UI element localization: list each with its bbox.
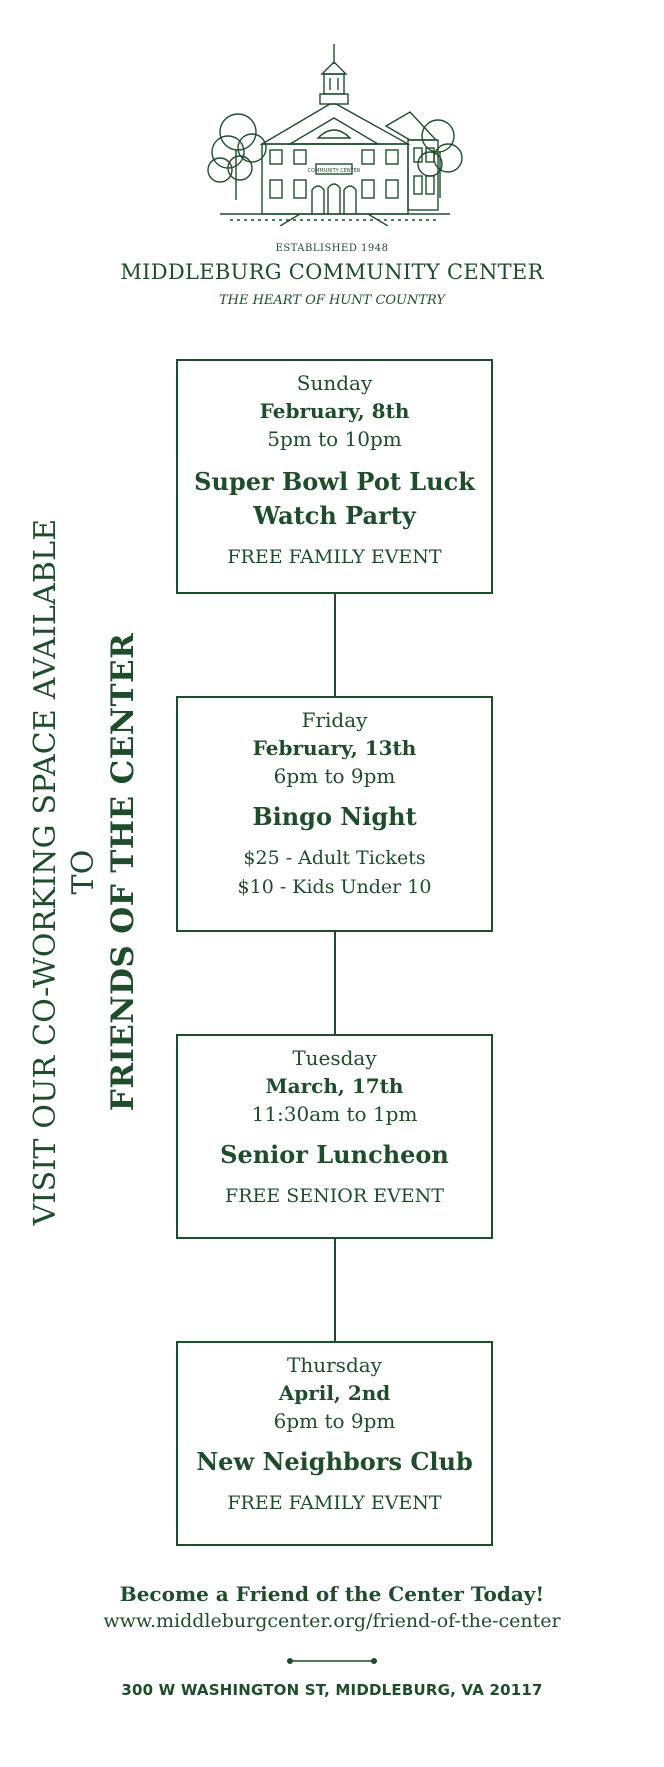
cupola-illustration [320,44,348,104]
event-card-bingo-night [176,696,493,932]
event-card-senior-luncheon [176,1034,493,1239]
event-date: April, 2nd [278,1381,391,1405]
event-note: FREE SENIOR EVENT [225,1185,444,1207]
logo-sign-text: COMMUNITY CENTER [307,168,361,174]
event-time: 6pm to 9pm [273,764,396,788]
event-date: February, 13th [252,736,417,760]
friend-cta-heading: Become a Friend of the Center Today! [119,1582,545,1606]
ornamental-divider [286,1656,378,1666]
event-title: Senior Luncheon [220,1140,449,1169]
event-day: Thursday [287,1353,382,1377]
timeline-connector [334,1238,336,1342]
timeline-connector [334,931,336,1035]
event-title: Bingo Night [252,802,417,831]
tagline: THE HEART OF HUNT COUNTRY [218,293,446,308]
established-label: ESTABLISHED 1948 [275,243,389,254]
community-center-building-logo [200,40,470,226]
timeline-connector [334,593,336,697]
event-note-kids: $10 - Kids Under 10 [237,876,432,898]
side-banner-line2: FRIENDS OF THE CENTER [105,632,141,1112]
side-banner-line1: VISIT OUR CO-WORKING SPACE AVAILABLE TO [28,518,101,1226]
event-day: Friday [301,708,368,732]
event-day: Tuesday [292,1046,377,1070]
event-date: February, 8th [259,399,410,423]
event-note-adult: $25 - Adult Tickets [243,847,426,869]
street-address: 300 W WASHINGTON ST, MIDDLEBURG, VA 20117 [121,1681,543,1699]
event-time: 6pm to 9pm [273,1409,396,1433]
event-note: FREE FAMILY EVENT [227,546,442,568]
event-date: March, 17th [265,1074,404,1098]
event-time: 5pm to 10pm [267,427,402,451]
event-title-line2: Watch Party [253,501,416,530]
event-time: 11:30am to 1pm [251,1102,418,1126]
organization-name: MIDDLEBURG COMMUNITY CENTER [120,260,544,284]
right-tree-illustration [418,120,462,198]
event-title-line1: Super Bowl Pot Luck [194,467,475,496]
friend-url-link[interactable]: www.middleburgcenter.org/friend-of-the-center [103,1610,561,1632]
event-day: Sunday [296,371,373,395]
event-note: FREE FAMILY EVENT [227,1492,442,1514]
event-card-super-bowl [176,359,493,594]
left-tree-illustration [208,114,266,200]
event-card-new-neighbors [176,1341,493,1546]
event-title: New Neighbors Club [196,1447,473,1476]
